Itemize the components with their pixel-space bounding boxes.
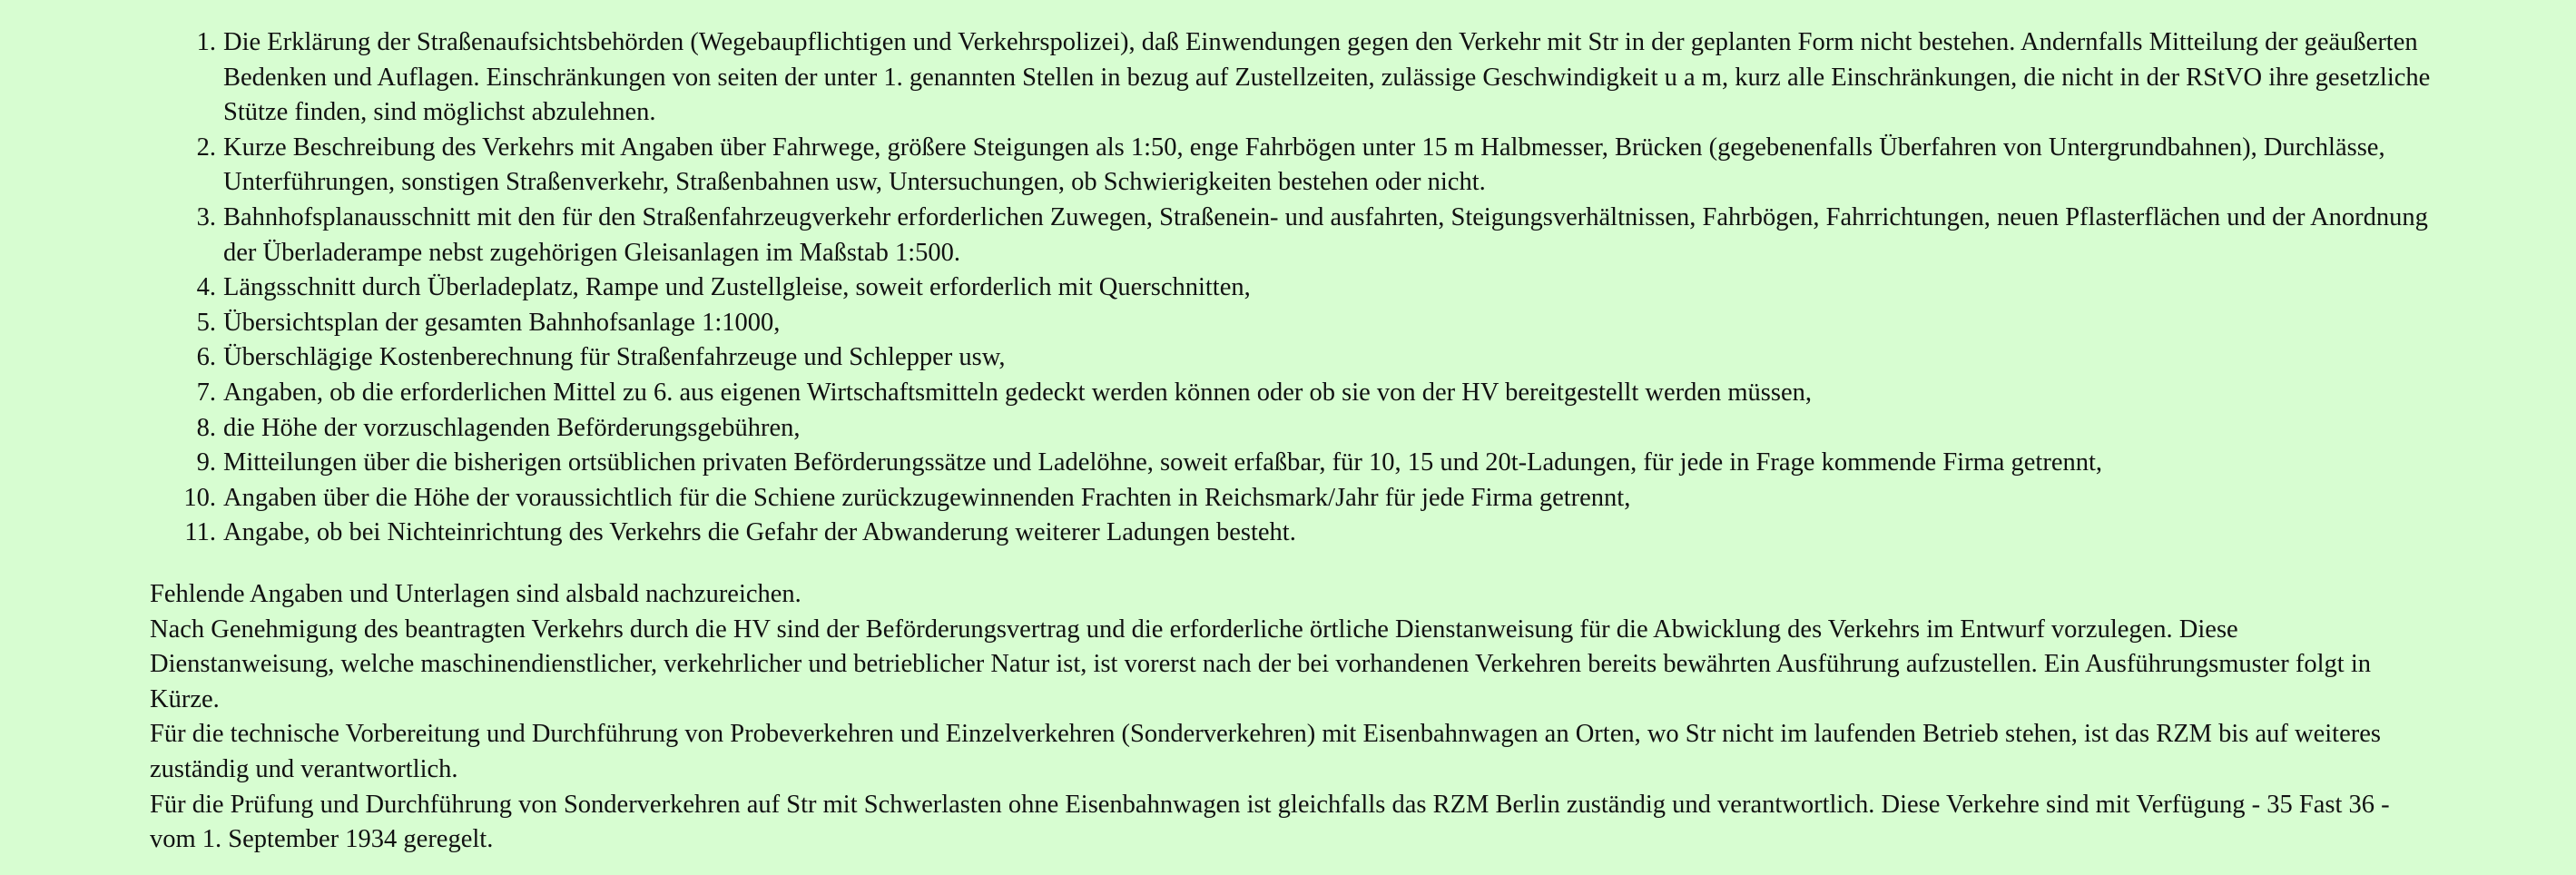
list-number: 11. [184,518,216,547]
list-item-text: Angaben über die Höhe der voraussichtlich für die Schiene zurückzugewinnenden Frachten in Reichsmark/Jahr für jede Firma getrennt, [223,483,1631,512]
list-item-text: Kurze Beschreibung des Verkehrs mit Angaben über Fahrwege, größere Steigungen als 1:50, enge Fahrbögen unter 15 m Halbmesser, Brücken (gegebenenfalls Überfahren von Untergrundbahnen), Durchlässe, Unterführungen, sonstigen Straßenverkehr, Straßenbahnen usw, Untersuchungen, ob Schwierigkeiten bestehen oder nicht. [223,133,2385,197]
list-number: 10. [183,483,216,512]
list-item [196,340,2465,376]
list-number: 6. [196,343,216,372]
list-item [196,270,2465,306]
paragraph: Für die Prüfung und Durchführung von Sonderverkehren auf Str mit Schwerlasten ohne Eisenbahnwagen ist gleichfalls das RZM Berlin zuständig und verantwortlich. Diese Verkehre sind mit Verfügung - 35 Fast 36 - vom 1. September 1934 geregelt. [150,790,2390,854]
list-item [196,201,2465,270]
list-item-text: Angabe, ob bei Nichteinrichtung des Verkehrs die Gefahr der Abwanderung weiterer Ladungen besteht. [223,518,1296,547]
list-item-text: Angaben, ob die erforderlichen Mittel zu 6. aus eigenen Wirtschaftsmitteln gedeckt werden können oder ob sie von der HV bereitgestellt werden müssen, [223,378,1813,407]
list-number: 4. [196,273,216,302]
list-number: 1. [196,28,216,56]
list-number: 7. [196,378,216,407]
list-item [196,306,2465,341]
requirements-list [183,25,2465,551]
list-item [196,131,2465,201]
paragraph: Fehlende Angaben und Unterlagen sind alsbald nachzureichen. [150,580,801,608]
list-item [196,25,2465,131]
list-number: 9. [196,448,216,477]
list-item-text: Mitteilungen über die bisherigen ortsüblichen privaten Beförderungssätze und Ladelöhne, soweit erfaßbar, für 10, 15 und 20t-Ladungen, für jede in Frage kommende Firma getrennt, [223,448,2103,477]
list-item-text: Längsschnitt durch Überladeplatz, Rampe und Zustellgleise, soweit erforderlich mit Querschnitten, [223,273,1251,302]
paragraph: Nach Genehmigung des beantragten Verkehrs durch die HV sind der Beförderungsvertrag und die erforderliche örtliche Dienstanweisung für die Abwicklung des Verkehrs im Entwurf vorzulegen. Diese Dienstanweisung, welche maschinendienstlicher, verkehrlicher und betrieblicher Natur ist, ist vorerst nach der bei vorhandenen Verkehren bereits bewährten Ausführung aufzustellen. Ein Ausführungsmuster folgt in Kürze. [150,614,2372,713]
list-item [183,481,2465,516]
list-item [184,516,2465,551]
list-item-text: Übersichtsplan der gesamten Bahnhofsanlage 1:1000, [223,308,781,337]
list-item [196,411,2465,447]
list-number: 5. [196,308,216,337]
list-item-text: Die Erklärung der Straßenaufsichtsbehörden (Wegebaupflichtigen und Verkehrspolizei), daß Einwendungen gegen den Verkehr mit Str in der geplanten Form nicht bestehen. Andernfalls Mitteilung der geäußerten Bedenken und Auflagen. Einschränkungen von seiten der unter 1. genannten Stellen in bezug auf Zustellzeiten, zulässige Geschwindigkeit u a m, kurz alle Einschränkungen, die nicht in der RStVO ihre gesetzliche Stütze finden, sind möglichst abzulehnen. [223,28,2431,127]
list-item [196,446,2465,481]
list-item-text: Überschlägige Kostenberechnung für Straßenfahrzeuge und Schlepper usw, [223,343,1006,372]
list-number: 8. [196,413,216,442]
list-item [196,376,2465,411]
closing-paragraphs [150,577,2392,858]
list-item-text: die Höhe der vorzuschlagenden Beförderungsgebühren, [223,413,801,442]
paragraph: Für die technische Vorbereitung und Durchführung von Probeverkehren und Einzelverkehren (Sonderverkehren) mit Eisenbahnwagen an Orten, wo Str nicht im laufenden Betrieb stehen, ist das RZM bis auf weiteres zuständig und verantwortlich. [150,720,2381,783]
list-number: 2. [196,133,216,162]
list-number: 3. [196,202,216,231]
list-item-text: Bahnhofsplanausschnitt mit den für den Straßenfahrzeugverkehr erforderlichen Zuwegen, Straßenein- und ausfahrten, Steigungsverhältnissen, Fahrbögen, Fahrrichtungen, neuen Pflasterflächen und der Anordnung der Überladerampe nebst zugehörigen Gleisanlagen im Maßstab 1:500. [223,202,2428,267]
